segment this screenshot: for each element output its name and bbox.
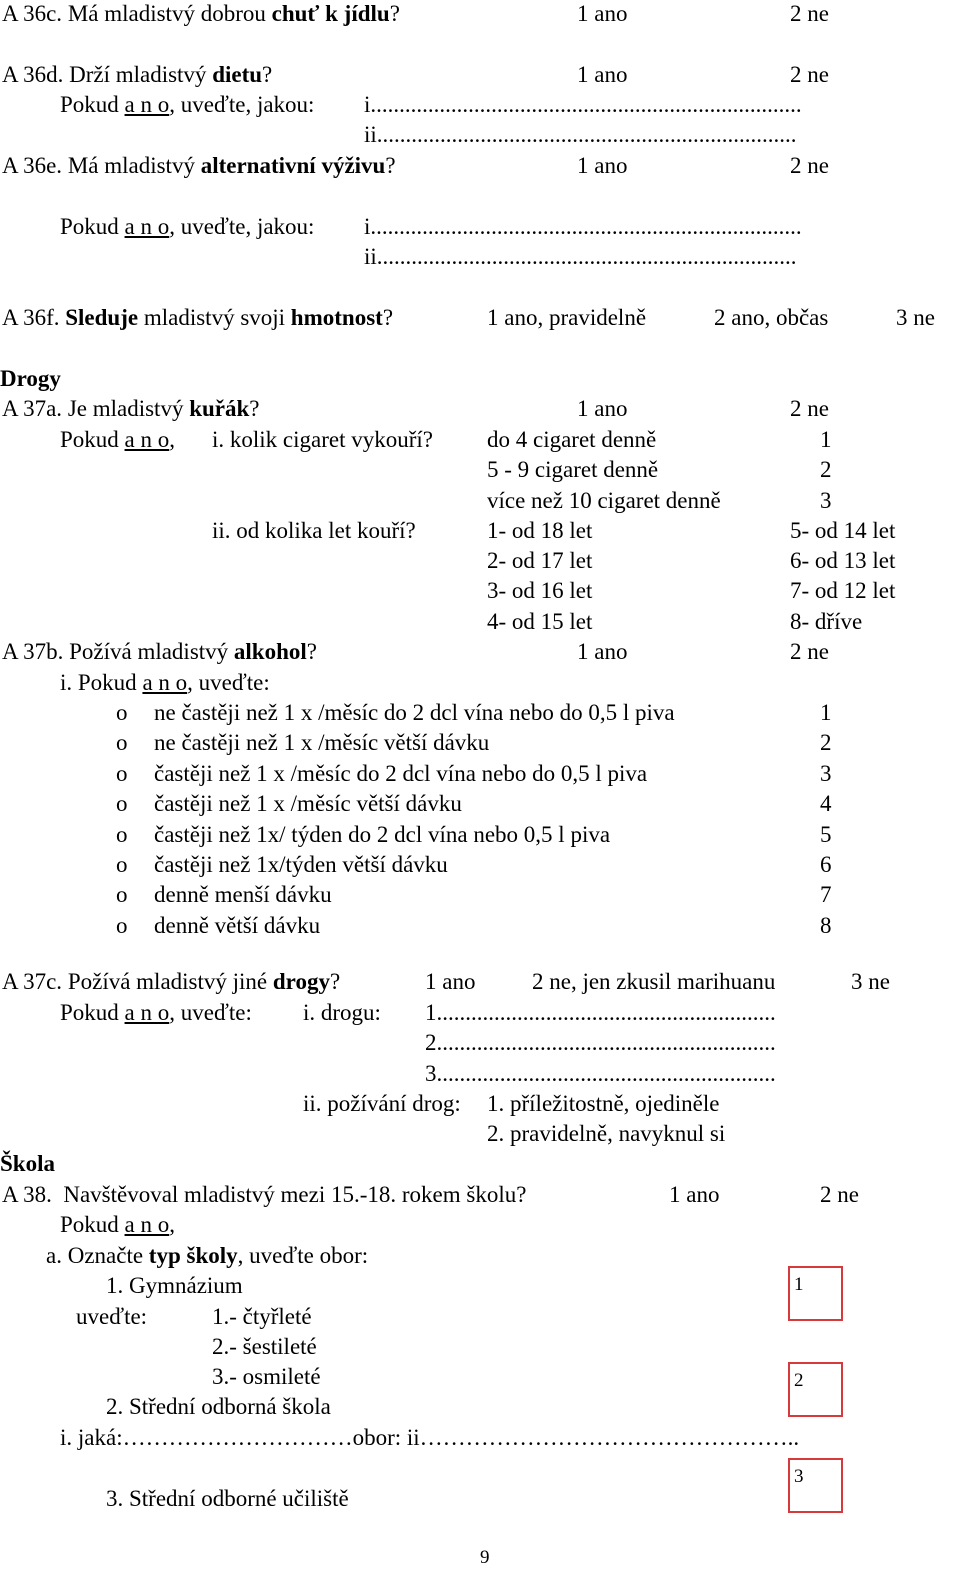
alcohol-option[interactable]: častěji než 1x/týden větší dávku — [154, 852, 448, 877]
sub-question-smoking-age: ii. od kolika let kouří? — [212, 518, 416, 543]
if-yes-prompt: Pokud a n o, uveďte: — [60, 1000, 252, 1025]
drug-use-label: ii. požívání drog: — [303, 1091, 461, 1116]
specify-label: uveďte: — [76, 1304, 148, 1329]
option-age[interactable]: 8- dříve — [790, 609, 863, 634]
alcohol-option[interactable]: denně menší dávku — [154, 882, 332, 907]
option-no[interactable]: 2 ne — [820, 1182, 859, 1207]
section-heading-skola: Škola — [0, 1151, 55, 1176]
option-yes[interactable]: 1 ano — [577, 62, 628, 87]
drug-use-option[interactable]: 1. příležitostně, ojediněle — [487, 1091, 720, 1116]
question-37b: A 37b. Požívá mladistvý alkohol? — [2, 639, 318, 664]
answer-line-i[interactable]: i........................................................................... — [364, 92, 802, 117]
school-type-checkbox-3[interactable]: 3 — [788, 1458, 843, 1513]
option-code: 3 — [820, 488, 832, 513]
bullet: o — [116, 730, 128, 755]
bullet: o — [116, 761, 128, 786]
option-yes[interactable]: 1 ano — [577, 1, 628, 26]
if-yes-prompt: Pokud a n o, uveďte, jakou: — [60, 92, 315, 117]
drug-line-1[interactable]: 1........................................................... — [425, 1000, 776, 1025]
option-age[interactable]: 3- od 16 let — [487, 578, 593, 603]
option-code: 6 — [820, 852, 832, 877]
question-37a: A 37a. Je mladistvý kuřák? — [2, 396, 260, 421]
alcohol-option[interactable]: ne častěji než 1 x /měsíc do 2 dcl vína nebo do 0,5 l piva — [154, 700, 675, 725]
option-age[interactable]: 1- od 18 let — [487, 518, 593, 543]
option-no[interactable]: 2 ne — [790, 639, 829, 664]
bullet: o — [116, 913, 128, 938]
option-yes[interactable]: 1 ano — [577, 639, 628, 664]
bullet: o — [116, 882, 128, 907]
if-yes-prompt: Pokud a n o, — [60, 1212, 176, 1237]
option-regularly[interactable]: 1 ano, pravidelně — [487, 305, 647, 330]
option-age[interactable]: 6- od 13 let — [790, 548, 896, 573]
option-yes[interactable]: 1 ano — [669, 1182, 720, 1207]
option-code: 1 — [820, 427, 832, 452]
option-yes[interactable]: 1 ano — [577, 153, 628, 178]
question-id: A 36c. — [2, 1, 63, 26]
option-label[interactable]: více než 10 cigaret denně — [487, 488, 721, 513]
answer-line-i[interactable]: i........................................................................... — [364, 214, 802, 239]
option-age[interactable]: 7- od 12 let — [790, 578, 896, 603]
bullet: o — [116, 791, 128, 816]
option-no[interactable]: 3 ne — [851, 969, 890, 994]
option-no[interactable]: 2 ne — [790, 1, 829, 26]
alcohol-option[interactable]: častěji než 1x/ týden do 2 dcl vína nebo 0,5 l piva — [154, 822, 611, 847]
drug-line-3[interactable]: 3........................................................... — [425, 1061, 776, 1086]
school-apprenticeship: 3. Střední odborné učiliště — [106, 1486, 349, 1511]
gym-length-option[interactable]: 3.- osmileté — [212, 1364, 321, 1389]
option-label[interactable]: do 4 cigaret denně — [487, 427, 657, 452]
option-code: 3 — [820, 761, 832, 786]
if-yes-prompt: i. Pokud a n o, uveďte: — [60, 670, 270, 695]
answer-line-ii[interactable]: ii......................................................................... — [364, 244, 797, 269]
alcohol-option[interactable]: častěji než 1 x /měsíc větší dávku — [154, 791, 462, 816]
option-label[interactable]: 5 - 9 cigaret denně — [487, 457, 659, 482]
school-secondary-vocational: 2. Střední odborná škola — [106, 1394, 331, 1419]
question-36f: A 36f. Sleduje mladistvý svoji hmotnost? — [2, 305, 394, 330]
option-yes[interactable]: 1 ano — [577, 396, 628, 421]
question-36c: A 36c. Má mladistvý dobrou chuť k jídlu? — [2, 1, 400, 26]
option-code: 2 — [820, 730, 832, 755]
option-code: 2 — [820, 457, 832, 482]
school-type-checkbox-1[interactable]: 1 — [788, 1266, 843, 1321]
option-code: 7 — [820, 882, 832, 907]
drug-label: i. drogu: — [303, 1000, 381, 1025]
school-detail-line[interactable]: i. jaká:…………………………obor: ii………………………………………….. — [60, 1425, 800, 1450]
page-number: 9 — [480, 1547, 490, 1568]
option-no[interactable]: 2 ne — [790, 396, 829, 421]
alcohol-option[interactable]: ne častěji než 1 x /měsíc větší dávku — [154, 730, 490, 755]
option-yes[interactable]: 1 ano — [425, 969, 476, 994]
alcohol-option[interactable]: častěji než 1 x /měsíc do 2 dcl vína nebo do 0,5 l piva — [154, 761, 648, 786]
question-36e: A 36e. Má mladistvý alternativní výživu? — [2, 153, 396, 178]
option-no[interactable]: 2 ne — [790, 62, 829, 87]
school-gymnasium: 1. Gymnázium — [106, 1273, 243, 1298]
alcohol-option[interactable]: denně větší dávku — [154, 913, 321, 938]
option-tried-marijuana[interactable]: 2 ne, jen zkusil marihuanu — [532, 969, 776, 994]
question-38: A 38. Navštěvoval mladistvý mezi 15.-18. rokem školu? — [2, 1182, 527, 1207]
option-no[interactable]: 2 ne — [790, 153, 829, 178]
bullet: o — [116, 852, 128, 877]
gym-length-option[interactable]: 2.- šestileté — [212, 1334, 317, 1359]
question-36d: A 36d. Drží mladistvý dietu? — [2, 62, 273, 87]
if-yes-prompt: Pokud a n o, uveďte, jakou: — [60, 214, 315, 239]
option-code: 5 — [820, 822, 832, 847]
drug-line-2[interactable]: 2........................................................... — [425, 1030, 776, 1055]
option-age[interactable]: 4- od 15 let — [487, 609, 593, 634]
bullet: o — [116, 700, 128, 725]
option-code: 1 — [820, 700, 832, 725]
if-yes-prompt: Pokud a n o, — [60, 427, 176, 452]
option-sometimes[interactable]: 2 ano, občas — [714, 305, 829, 330]
school-type-checkbox-2[interactable]: 2 — [788, 1362, 843, 1417]
gym-length-option[interactable]: 1.- čtyřleté — [212, 1304, 312, 1329]
question-37c: A 37c. Požívá mladistvý jiné drogy? — [2, 969, 341, 994]
option-code: 4 — [820, 791, 832, 816]
school-type-prompt: a. Označte typ školy, uveďte obor: — [46, 1243, 369, 1268]
bullet: o — [116, 822, 128, 847]
section-heading-drogy: Drogy — [0, 366, 61, 391]
answer-line-ii[interactable]: ii......................................................................... — [364, 122, 797, 147]
sub-question-cigarettes: i. kolik cigaret vykouří? — [212, 427, 433, 452]
option-age[interactable]: 5- od 14 let — [790, 518, 896, 543]
option-code: 8 — [820, 913, 832, 938]
drug-use-option[interactable]: 2. pravidelně, navyknul si — [487, 1121, 726, 1146]
option-age[interactable]: 2- od 17 let — [487, 548, 593, 573]
option-no[interactable]: 3 ne — [896, 305, 935, 330]
